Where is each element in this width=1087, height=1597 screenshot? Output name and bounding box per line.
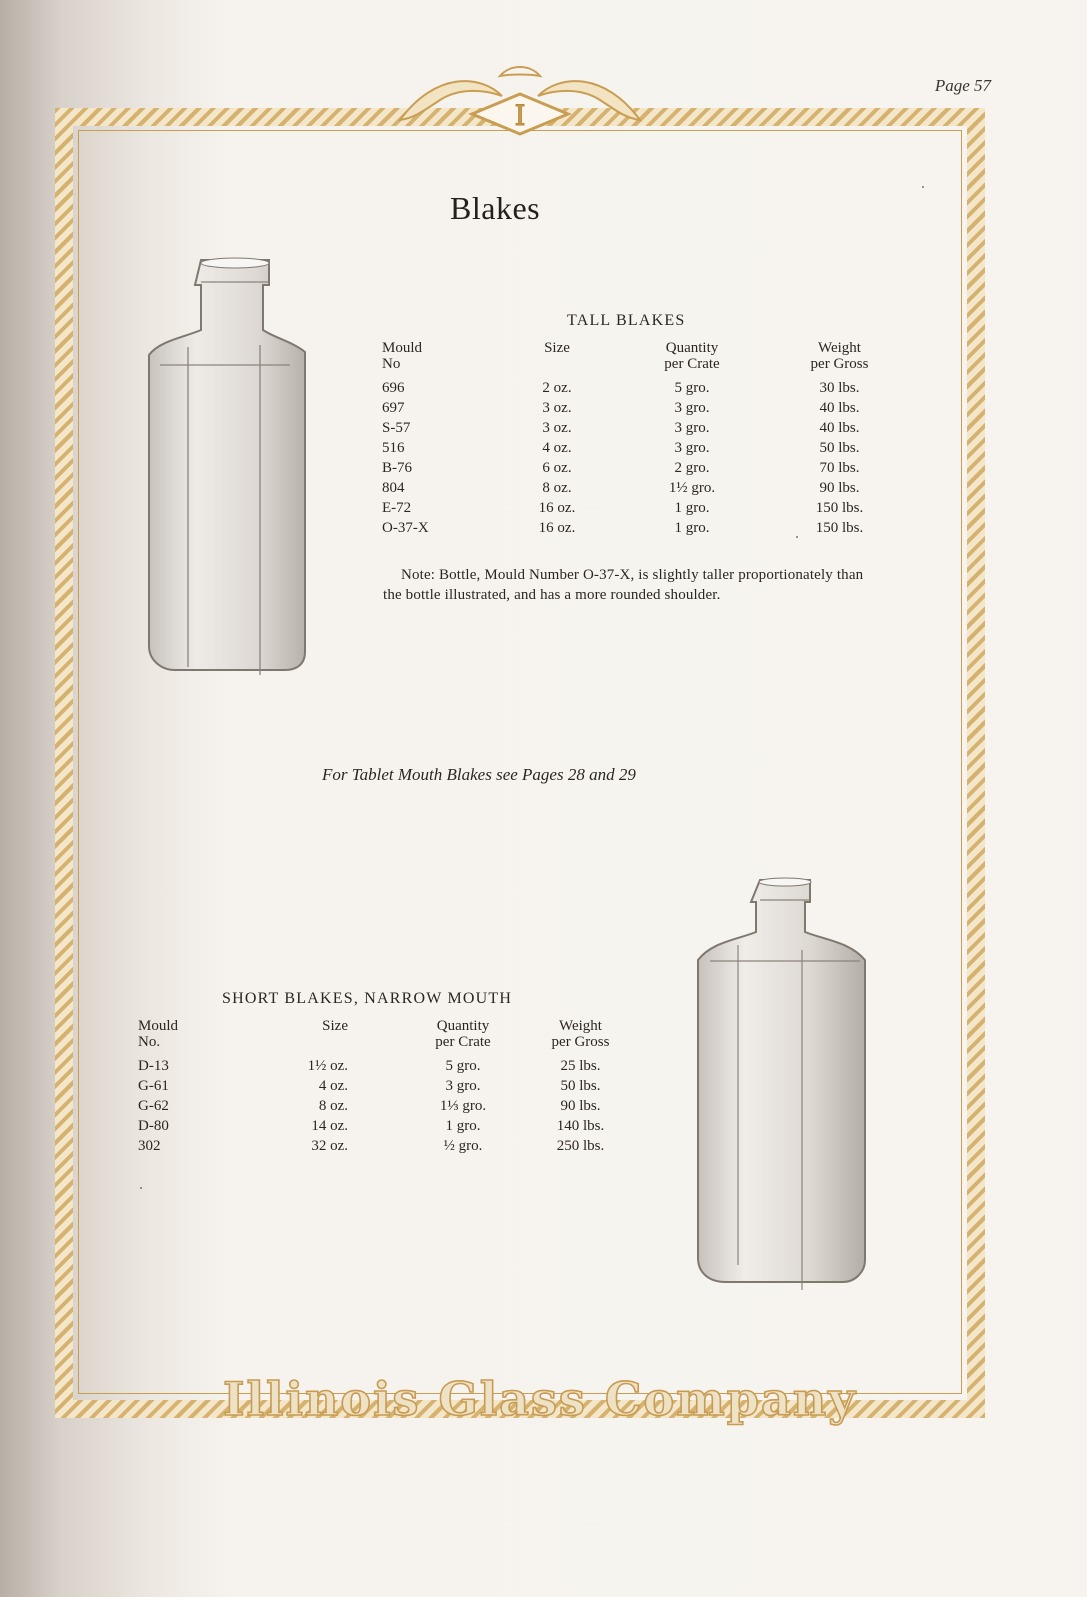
weight: 50 lbs. [560,1078,601,1094]
short-blake-bottle-illustration [690,875,880,1295]
tall-blake-bottle-illustration [140,255,330,675]
size: 8 oz. [542,480,572,496]
quantity: 5 gro. [674,380,710,396]
size: 1½ oz. [307,1058,348,1074]
tall-blakes-note: Note: Bottle, Mould Number O-37-X, is slightly taller proportionately than the bottle illustrated, and has a more rounded shoulder. [383,567,864,603]
tall-table-header [382,340,897,378]
mould-no: E-72 [382,500,412,516]
quantity: 1 gro. [674,520,710,536]
company-name: Illinois Glass Company [223,1372,857,1426]
tall-blakes-heading: TALL BLAKES [567,312,686,329]
weight: 25 lbs. [560,1058,601,1074]
size: 32 oz. [311,1138,348,1154]
mould-no: 804 [382,480,405,496]
size: 2 oz. [542,380,572,396]
tall-header-mould: Mould No [382,340,423,372]
weight: 90 lbs. [560,1098,601,1114]
table-row [382,438,897,458]
quantity: 1 gro. [445,1118,481,1134]
size: 6 oz. [542,460,572,476]
weight: 90 lbs. [819,480,860,496]
mould-no: D-13 [138,1058,169,1074]
table-row [138,1056,628,1076]
mould-no: 516 [382,440,405,456]
quantity: 3 gro. [674,400,710,416]
size: 16 oz. [538,520,576,536]
size: 16 oz. [538,500,576,516]
table-row [382,498,897,518]
short-blakes-heading: SHORT BLAKES, NARROW MOUTH [222,990,513,1007]
size: 14 oz. [311,1118,348,1134]
quantity: 1½ gro. [668,480,716,496]
short-header-quantity: Quantity per Crate [435,1018,491,1050]
short-table-header [138,1018,628,1056]
table-row [382,458,897,478]
weight: 40 lbs. [819,400,860,416]
mould-no: O-37-X [382,520,429,536]
weight: 30 lbs. [819,380,860,396]
size: 4 oz. [318,1078,348,1094]
table-row [138,1116,628,1136]
quantity: 3 gro. [674,440,710,456]
weight: 140 lbs. [556,1118,605,1134]
short-header-size: Size [322,1018,348,1034]
quantity: ½ gro. [443,1138,483,1154]
tall-blakes-table [382,340,897,538]
tablet-mouth-reference: For Tablet Mouth Blakes see Pages 28 and 29 [322,765,636,784]
mould-no: B-76 [382,460,412,476]
weight: 50 lbs. [819,440,860,456]
short-header-mould: Mould No. [138,1018,179,1050]
quantity: 5 gro. [445,1058,481,1074]
weight: 150 lbs. [815,500,864,516]
table-row [382,398,897,418]
short-header-weight: Weight per Gross [551,1018,610,1050]
mould-no: G-61 [138,1078,169,1094]
mould-no: G-62 [138,1098,169,1114]
table-row [138,1096,628,1116]
weight: 150 lbs. [815,520,864,536]
page-title: Blakes [450,190,541,226]
tall-header-size: Size [544,340,570,356]
size: 3 oz. [542,400,572,416]
page-number: Page 57 [934,76,991,95]
table-row [382,478,897,498]
table-row [138,1076,628,1096]
mould-no: S-57 [382,420,411,436]
short-blakes-table [138,1018,628,1156]
size: 8 oz. [318,1098,348,1114]
table-row [138,1136,628,1156]
quantity: 1⅓ gro. [439,1098,487,1114]
table-row [382,418,897,438]
table-row [382,378,897,398]
tall-header-weight: Weight per Gross [810,340,869,372]
weight: 70 lbs. [819,460,860,476]
quantity: 2 gro. [674,460,710,476]
mould-no: 302 [138,1138,161,1154]
mould-no: 697 [382,400,405,416]
mould-no: D-80 [138,1118,169,1134]
quantity: 3 gro. [445,1078,481,1094]
mould-no: 696 [382,380,405,396]
crest-letter: I [514,99,526,132]
tall-header-quantity: Quantity per Crate [664,340,720,372]
crest-ornament [380,56,660,166]
weight: 40 lbs. [819,420,860,436]
weight: 250 lbs. [556,1138,605,1154]
size: 3 oz. [542,420,572,436]
table-row [382,518,897,538]
size: 4 oz. [542,440,572,456]
quantity: 3 gro. [674,420,710,436]
quantity: 1 gro. [674,500,710,516]
